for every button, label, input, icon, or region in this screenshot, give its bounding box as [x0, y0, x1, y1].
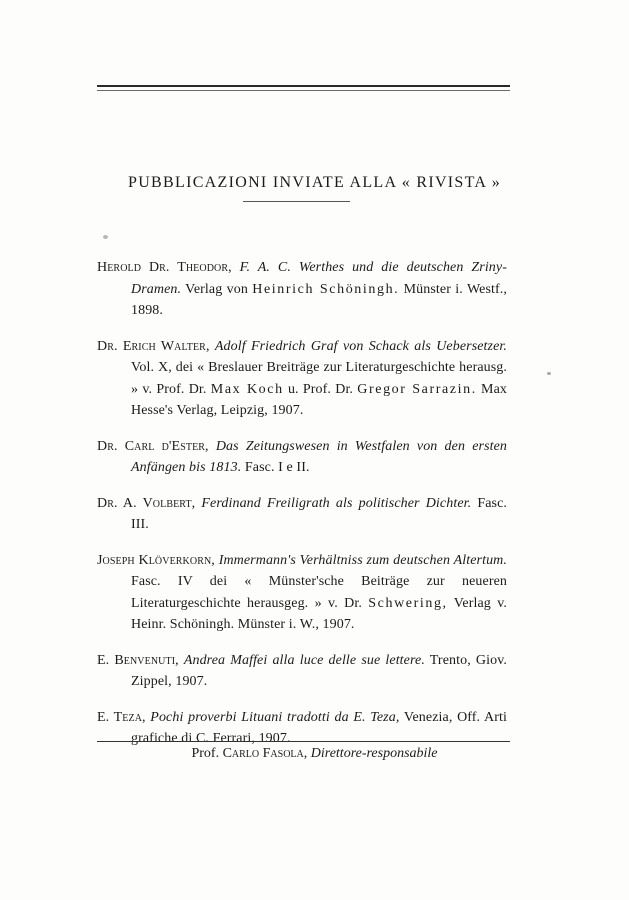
entry-author: Dr. A. Volbert, — [97, 495, 196, 511]
list-item — [97, 436, 507, 479]
entry-title: Pochi proverbi Lituani tradotti da E. Teza, — [150, 709, 400, 725]
list-item — [97, 493, 507, 536]
entry-author: E. Teza, — [97, 709, 146, 725]
ink-speck — [103, 235, 108, 239]
top-double-rule — [97, 85, 510, 87]
entry-author: Herold Dr. Theodor, — [97, 260, 232, 275]
entry-text: Fasc. III. — [131, 495, 508, 532]
entry-author: Joseph Klöverkorn, — [97, 552, 215, 568]
entry-title: Das Zeitungswesen in Westfalen von den ersten Anfängen bis 1813. — [131, 438, 508, 475]
entry-editor: Schwering, — [368, 595, 448, 611]
footer-credit — [0, 746, 629, 762]
entry-author: Dr. Erich Walter, — [97, 338, 210, 354]
entry-text: u. Prof. Dr. — [283, 381, 358, 397]
entry-author: E. Benvenuti, — [97, 652, 179, 668]
entry-title: Immermann's Verhältniss zum deutschen Altertum. — [218, 552, 507, 568]
footer-role: Direttore-responsabile — [307, 746, 438, 761]
entry-text: Venezia, Off. Arti grafiche di C. Ferrari, 1907. — [131, 709, 507, 746]
list-item — [97, 336, 507, 422]
entry-text: Verlag v. Heinr. Schöningh. Münster i. W., 1907. — [131, 595, 507, 632]
entry-author: Dr. Carl d'Ester, — [97, 438, 209, 454]
entry-title: Ferdinand Freiligrath als politischer Dichter. — [201, 495, 472, 511]
entry-text: Verlag von — [181, 281, 253, 297]
footer-name: Carlo Fasola, — [222, 746, 308, 761]
entry-title: Adolf Friedrich Graf von Schack als Uebersetzer. — [214, 338, 507, 354]
entry-text: Fasc. IV dei « Münster'sche Beiträge zur neueren Literaturgeschichte herausgeg. » v. Dr. — [131, 574, 507, 611]
list-item — [97, 257, 507, 322]
footer-prefix: Prof. — [191, 746, 223, 761]
publication-list — [97, 257, 507, 763]
entry-editor: Max Koch — [210, 381, 284, 397]
list-item — [97, 550, 507, 636]
page-title: PUBBLICAZIONI INVIATE ALLA « RIVISTA » — [128, 174, 501, 191]
entry-title: Andrea Maffei alla luce delle sue lettere. — [183, 652, 425, 668]
entry-text: Vol. X, dei « Breslauer Breiträge zur Literaturgeschichte herausg. » v. Prof. Dr. — [131, 360, 507, 397]
entry-text: Trento, Giov. Zippel, 1907. — [131, 652, 507, 689]
entry-text: Fasc. I e II. — [241, 460, 310, 475]
ink-speck — [547, 372, 551, 375]
entry-publisher: Heinrich Schöningh. — [252, 281, 400, 297]
title-underline — [243, 201, 350, 202]
entry-text: Max Hesse's Verlag, Leipzig, 1907. — [131, 381, 508, 418]
entry-title: F. A. C. Werthes und die deutschen Zriny-Dramen. — [131, 260, 507, 297]
list-item — [97, 650, 507, 693]
entry-text: Münster i. Westf., 1898. — [131, 281, 507, 318]
footer-rule — [97, 741, 510, 742]
list-item — [97, 707, 507, 750]
entry-editor: Gregor Sarrazin. — [357, 381, 477, 397]
